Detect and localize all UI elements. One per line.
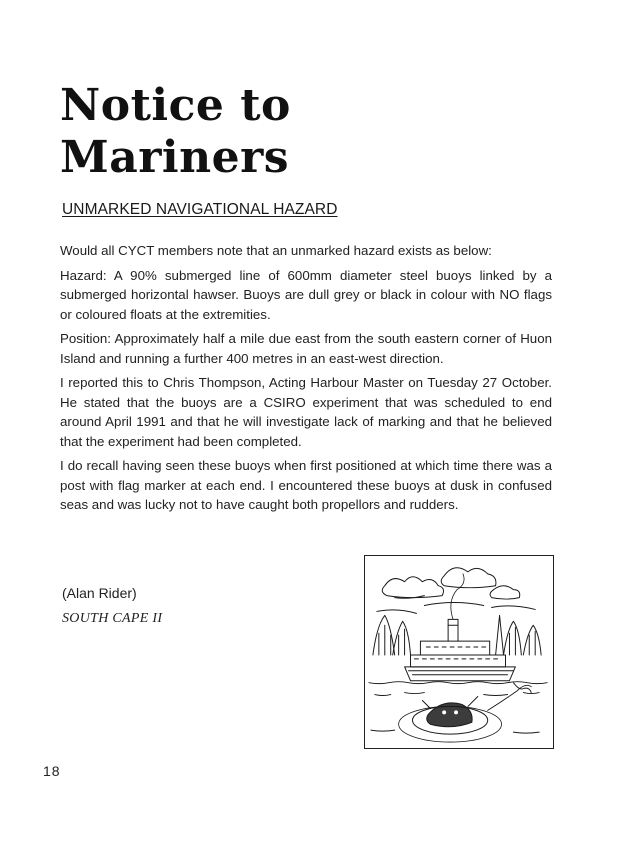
paragraph-intro: Would all CYCT members note that an unmarked hazard exists as below: [60, 243, 492, 258]
section-heading: UNMARKED NAVIGATIONAL HAZARD [62, 201, 338, 218]
signature-block [62, 580, 162, 632]
buoy-creature-drawing [399, 683, 532, 742]
paragraph-recollection: I do recall having seen these buoys when first positioned at which time there was a post with flag marker at each end. I encountered these buoys at dusk in confused seas and was lucky not to have caught both propellors and rudders. [60, 458, 552, 512]
ferry-drawing [405, 574, 516, 681]
shoreline-trees-drawing [373, 615, 541, 655]
title-line-1: Notice to [60, 80, 291, 131]
paragraph-hazard: Hazard: A 90% submerged line of 600mm diameter steel buoys linked by a submerged horizontal hawser. Buoys are dull grey or black in colour with NO flags or coloured floats at the extremities. [60, 267, 552, 322]
title-line-2: Mariners [60, 132, 290, 183]
paragraph-report: I reported this to Chris Thompson, Acting Harbour Master on Tuesday 27 October. He stated that the buoys are a CSIRO experiment that was scheduled to end around April 1991 and that he will investigate lack of marking and that he believed that the experiment had been completed. [60, 375, 552, 449]
page-number: 18 [43, 763, 61, 779]
author-name: (Alan Rider) [62, 585, 137, 601]
notice-body [60, 241, 552, 520]
ferry-illustration [364, 555, 554, 749]
paragraph-position: Position: Approximately half a mile due east from the south eastern corner of Huon Island and running a further 400 metres in an east-west direction. [60, 331, 552, 366]
boat-name: SOUTH CAPE II [62, 611, 163, 626]
notice-title [60, 80, 291, 184]
